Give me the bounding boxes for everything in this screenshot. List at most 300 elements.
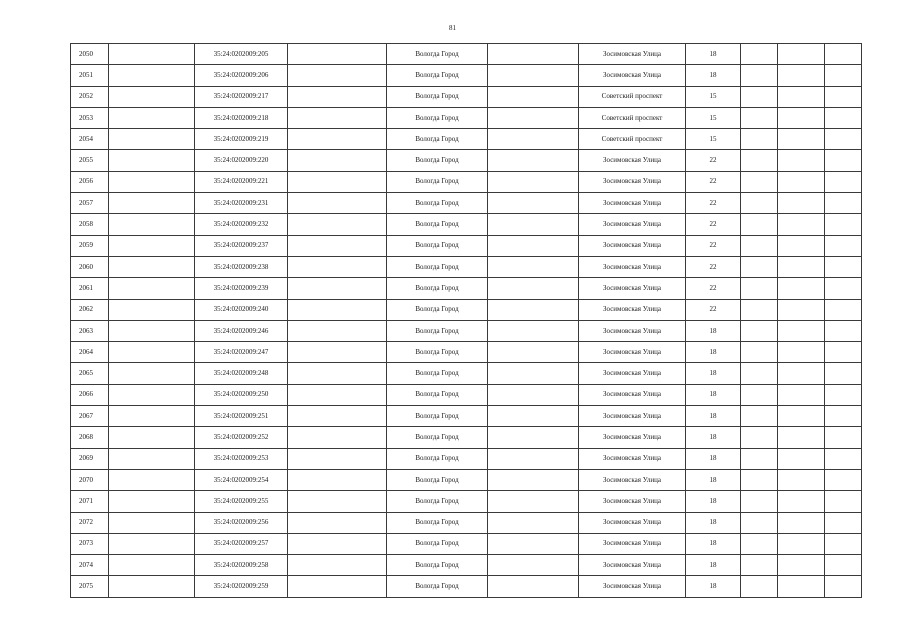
table-row (71, 427, 862, 448)
empty-cell (288, 576, 387, 597)
empty-cell (825, 256, 862, 277)
registry-table (70, 43, 862, 598)
row-number-cell: 2052 (71, 86, 109, 107)
empty-cell (741, 512, 778, 533)
empty-cell (825, 299, 862, 320)
empty-cell (778, 469, 825, 490)
row-number-cell: 2062 (71, 299, 109, 320)
empty-cell (741, 406, 778, 427)
cadastral-number-cell: 35:24:0202009:254 (195, 469, 288, 490)
empty-cell (488, 427, 579, 448)
table-row (71, 363, 862, 384)
street-cell: Зосимовская Улица (579, 491, 686, 512)
city-cell: Вологда Город (387, 406, 488, 427)
empty-cell (778, 171, 825, 192)
empty-cell (825, 363, 862, 384)
cadastral-number-cell: 35:24:0202009:217 (195, 86, 288, 107)
empty-cell (778, 491, 825, 512)
table-row (71, 107, 862, 128)
empty-cell (488, 576, 579, 597)
cadastral-number-cell: 35:24:0202009:255 (195, 491, 288, 512)
row-number-cell: 2060 (71, 256, 109, 277)
street-cell: Зосимовская Улица (579, 235, 686, 256)
street-cell: Зосимовская Улица (579, 320, 686, 341)
empty-cell (778, 129, 825, 150)
city-cell: Вологда Город (387, 448, 488, 469)
cadastral-number-cell: 35:24:0202009:259 (195, 576, 288, 597)
empty-cell (488, 193, 579, 214)
row-number-cell: 2058 (71, 214, 109, 235)
empty-cell (778, 512, 825, 533)
empty-cell (109, 150, 195, 171)
house-number-cell: 18 (686, 342, 741, 363)
empty-cell (778, 342, 825, 363)
table-row (71, 384, 862, 405)
empty-cell (109, 86, 195, 107)
house-number-cell: 22 (686, 171, 741, 192)
empty-cell (288, 299, 387, 320)
street-cell: Зосимовская Улица (579, 150, 686, 171)
house-number-cell: 18 (686, 363, 741, 384)
cadastral-number-cell: 35:24:0202009:240 (195, 299, 288, 320)
empty-cell (109, 384, 195, 405)
empty-cell (288, 235, 387, 256)
empty-cell (488, 363, 579, 384)
city-cell: Вологда Город (387, 235, 488, 256)
empty-cell (488, 171, 579, 192)
cadastral-number-cell: 35:24:0202009:253 (195, 448, 288, 469)
empty-cell (488, 384, 579, 405)
empty-cell (778, 299, 825, 320)
empty-cell (778, 150, 825, 171)
house-number-cell: 22 (686, 235, 741, 256)
empty-cell (778, 576, 825, 597)
city-cell: Вологда Город (387, 384, 488, 405)
city-cell: Вологда Город (387, 576, 488, 597)
empty-cell (778, 363, 825, 384)
empty-cell (488, 214, 579, 235)
city-cell: Вологда Город (387, 214, 488, 235)
empty-cell (778, 278, 825, 299)
empty-cell (109, 512, 195, 533)
empty-cell (778, 533, 825, 554)
empty-cell (741, 214, 778, 235)
cadastral-number-cell: 35:24:0202009:231 (195, 193, 288, 214)
row-number-cell: 2059 (71, 235, 109, 256)
street-cell: Зосимовская Улица (579, 469, 686, 490)
empty-cell (825, 384, 862, 405)
empty-cell (109, 555, 195, 576)
empty-cell (741, 107, 778, 128)
empty-cell (778, 555, 825, 576)
empty-cell (778, 406, 825, 427)
table-row (71, 129, 862, 150)
cadastral-number-cell: 35:24:0202009:220 (195, 150, 288, 171)
house-number-cell: 15 (686, 86, 741, 107)
house-number-cell: 22 (686, 299, 741, 320)
cadastral-number-cell: 35:24:0202009:252 (195, 427, 288, 448)
empty-cell (825, 278, 862, 299)
table-row (71, 342, 862, 363)
table-row (71, 235, 862, 256)
street-cell: Советский проспект (579, 129, 686, 150)
table-row (71, 150, 862, 171)
row-number-cell: 2072 (71, 512, 109, 533)
empty-cell (825, 214, 862, 235)
house-number-cell: 15 (686, 107, 741, 128)
street-cell: Зосимовская Улица (579, 384, 686, 405)
empty-cell (288, 533, 387, 554)
empty-cell (741, 171, 778, 192)
empty-cell (741, 299, 778, 320)
empty-cell (825, 342, 862, 363)
empty-cell (288, 342, 387, 363)
street-cell: Зосимовская Улица (579, 256, 686, 277)
city-cell: Вологда Город (387, 44, 488, 65)
empty-cell (488, 299, 579, 320)
empty-cell (109, 193, 195, 214)
row-number-cell: 2070 (71, 469, 109, 490)
row-number-cell: 2051 (71, 65, 109, 86)
table-row (71, 86, 862, 107)
empty-cell (109, 363, 195, 384)
empty-cell (741, 86, 778, 107)
street-cell: Зосимовская Улица (579, 363, 686, 384)
empty-cell (109, 448, 195, 469)
empty-cell (488, 86, 579, 107)
house-number-cell: 22 (686, 256, 741, 277)
empty-cell (288, 65, 387, 86)
empty-cell (109, 214, 195, 235)
street-cell: Советский проспект (579, 86, 686, 107)
empty-cell (825, 469, 862, 490)
empty-cell (825, 491, 862, 512)
empty-cell (825, 86, 862, 107)
empty-cell (288, 555, 387, 576)
cadastral-number-cell: 35:24:0202009:218 (195, 107, 288, 128)
table-row (71, 214, 862, 235)
empty-cell (778, 107, 825, 128)
row-number-cell: 2050 (71, 44, 109, 65)
empty-cell (741, 278, 778, 299)
empty-cell (288, 256, 387, 277)
table-row (71, 406, 862, 427)
empty-cell (488, 235, 579, 256)
empty-cell (288, 406, 387, 427)
house-number-cell: 18 (686, 65, 741, 86)
empty-cell (825, 44, 862, 65)
house-number-cell: 18 (686, 320, 741, 341)
empty-cell (288, 363, 387, 384)
city-cell: Вологда Город (387, 469, 488, 490)
house-number-cell: 18 (686, 427, 741, 448)
empty-cell (109, 278, 195, 299)
row-number-cell: 2055 (71, 150, 109, 171)
table-row (71, 256, 862, 277)
row-number-cell: 2057 (71, 193, 109, 214)
empty-cell (741, 65, 778, 86)
empty-cell (778, 384, 825, 405)
table-row (71, 299, 862, 320)
table-row (71, 44, 862, 65)
page-number: 81 (449, 24, 456, 32)
row-number-cell: 2064 (71, 342, 109, 363)
city-cell: Вологда Город (387, 512, 488, 533)
empty-cell (778, 86, 825, 107)
empty-cell (778, 235, 825, 256)
street-cell: Зосимовская Улица (579, 406, 686, 427)
house-number-cell: 18 (686, 448, 741, 469)
house-number-cell: 18 (686, 469, 741, 490)
empty-cell (825, 448, 862, 469)
empty-cell (109, 533, 195, 554)
empty-cell (741, 363, 778, 384)
empty-cell (109, 576, 195, 597)
empty-cell (109, 235, 195, 256)
empty-cell (288, 384, 387, 405)
empty-cell (109, 129, 195, 150)
empty-cell (109, 171, 195, 192)
city-cell: Вологда Город (387, 320, 488, 341)
row-number-cell: 2071 (71, 491, 109, 512)
city-cell: Вологда Город (387, 86, 488, 107)
empty-cell (825, 150, 862, 171)
empty-cell (288, 448, 387, 469)
row-number-cell: 2067 (71, 406, 109, 427)
table-row (71, 576, 862, 597)
empty-cell (778, 193, 825, 214)
empty-cell (109, 320, 195, 341)
cadastral-number-cell: 35:24:0202009:221 (195, 171, 288, 192)
empty-cell (488, 533, 579, 554)
empty-cell (288, 129, 387, 150)
house-number-cell: 18 (686, 491, 741, 512)
street-cell: Зосимовская Улица (579, 214, 686, 235)
cadastral-number-cell: 35:24:0202009:247 (195, 342, 288, 363)
empty-cell (741, 491, 778, 512)
empty-cell (109, 65, 195, 86)
cadastral-number-cell: 35:24:0202009:219 (195, 129, 288, 150)
empty-cell (288, 278, 387, 299)
empty-cell (741, 256, 778, 277)
table-row (71, 193, 862, 214)
house-number-cell: 18 (686, 533, 741, 554)
city-cell: Вологда Город (387, 342, 488, 363)
registry-body (71, 44, 862, 598)
empty-cell (488, 256, 579, 277)
empty-cell (288, 150, 387, 171)
empty-cell (288, 86, 387, 107)
city-cell: Вологда Город (387, 171, 488, 192)
empty-cell (825, 193, 862, 214)
cadastral-number-cell: 35:24:0202009:238 (195, 256, 288, 277)
row-number-cell: 2065 (71, 363, 109, 384)
house-number-cell: 18 (686, 384, 741, 405)
row-number-cell: 2053 (71, 107, 109, 128)
row-number-cell: 2061 (71, 278, 109, 299)
empty-cell (488, 406, 579, 427)
empty-cell (488, 320, 579, 341)
empty-cell (488, 469, 579, 490)
table-row (71, 512, 862, 533)
empty-cell (488, 278, 579, 299)
city-cell: Вологда Город (387, 555, 488, 576)
street-cell: Зосимовская Улица (579, 555, 686, 576)
city-cell: Вологда Город (387, 65, 488, 86)
table-row (71, 65, 862, 86)
empty-cell (741, 320, 778, 341)
cadastral-number-cell: 35:24:0202009:250 (195, 384, 288, 405)
house-number-cell: 18 (686, 555, 741, 576)
empty-cell (825, 235, 862, 256)
street-cell: Зосимовская Улица (579, 65, 686, 86)
empty-cell (825, 406, 862, 427)
cadastral-number-cell: 35:24:0202009:248 (195, 363, 288, 384)
empty-cell (741, 576, 778, 597)
street-cell: Зосимовская Улица (579, 171, 686, 192)
street-cell: Зосимовская Улица (579, 44, 686, 65)
house-number-cell: 18 (686, 406, 741, 427)
empty-cell (109, 342, 195, 363)
street-cell: Зосимовская Улица (579, 576, 686, 597)
empty-cell (778, 214, 825, 235)
empty-cell (288, 512, 387, 533)
city-cell: Вологда Город (387, 363, 488, 384)
row-number-cell: 2073 (71, 533, 109, 554)
street-cell: Зосимовская Улица (579, 533, 686, 554)
cadastral-number-cell: 35:24:0202009:251 (195, 406, 288, 427)
empty-cell (741, 235, 778, 256)
street-cell: Зосимовская Улица (579, 448, 686, 469)
empty-cell (741, 448, 778, 469)
empty-cell (488, 65, 579, 86)
row-number-cell: 2075 (71, 576, 109, 597)
cadastral-number-cell: 35:24:0202009:257 (195, 533, 288, 554)
table-row (71, 448, 862, 469)
row-number-cell: 2068 (71, 427, 109, 448)
street-cell: Зосимовская Улица (579, 278, 686, 299)
empty-cell (825, 129, 862, 150)
cadastral-number-cell: 35:24:0202009:256 (195, 512, 288, 533)
empty-cell (741, 342, 778, 363)
cadastral-number-cell: 35:24:0202009:232 (195, 214, 288, 235)
empty-cell (741, 533, 778, 554)
empty-cell (825, 171, 862, 192)
empty-cell (741, 555, 778, 576)
row-number-cell: 2074 (71, 555, 109, 576)
empty-cell (109, 491, 195, 512)
empty-cell (778, 44, 825, 65)
house-number-cell: 22 (686, 150, 741, 171)
empty-cell (825, 533, 862, 554)
empty-cell (488, 150, 579, 171)
cadastral-number-cell: 35:24:0202009:239 (195, 278, 288, 299)
city-cell: Вологда Город (387, 150, 488, 171)
empty-cell (288, 44, 387, 65)
empty-cell (109, 427, 195, 448)
street-cell: Зосимовская Улица (579, 193, 686, 214)
empty-cell (825, 107, 862, 128)
empty-cell (741, 193, 778, 214)
table-row (71, 491, 862, 512)
empty-cell (488, 512, 579, 533)
city-cell: Вологда Город (387, 278, 488, 299)
empty-cell (488, 448, 579, 469)
empty-cell (288, 171, 387, 192)
empty-cell (109, 469, 195, 490)
empty-cell (488, 342, 579, 363)
house-number-cell: 22 (686, 214, 741, 235)
street-cell: Зосимовская Улица (579, 512, 686, 533)
empty-cell (288, 320, 387, 341)
street-cell: Зосимовская Улица (579, 299, 686, 320)
empty-cell (741, 44, 778, 65)
empty-cell (778, 320, 825, 341)
table-row (71, 533, 862, 554)
empty-cell (825, 512, 862, 533)
empty-cell (825, 427, 862, 448)
row-number-cell: 2069 (71, 448, 109, 469)
cadastral-number-cell: 35:24:0202009:237 (195, 235, 288, 256)
empty-cell (109, 256, 195, 277)
empty-cell (288, 193, 387, 214)
street-cell: Советский проспект (579, 107, 686, 128)
empty-cell (741, 150, 778, 171)
house-number-cell: 22 (686, 278, 741, 299)
city-cell: Вологда Город (387, 427, 488, 448)
empty-cell (288, 427, 387, 448)
table-row (71, 555, 862, 576)
street-cell: Зосимовская Улица (579, 427, 686, 448)
empty-cell (288, 214, 387, 235)
street-cell: Зосимовская Улица (579, 342, 686, 363)
table-row (71, 320, 862, 341)
empty-cell (109, 299, 195, 320)
empty-cell (488, 129, 579, 150)
empty-cell (825, 65, 862, 86)
house-number-cell: 18 (686, 44, 741, 65)
cadastral-number-cell: 35:24:0202009:258 (195, 555, 288, 576)
empty-cell (288, 107, 387, 128)
empty-cell (778, 427, 825, 448)
row-number-cell: 2066 (71, 384, 109, 405)
empty-cell (488, 491, 579, 512)
city-cell: Вологда Город (387, 129, 488, 150)
empty-cell (741, 129, 778, 150)
empty-cell (741, 469, 778, 490)
empty-cell (488, 555, 579, 576)
row-number-cell: 2054 (71, 129, 109, 150)
table-row (71, 278, 862, 299)
empty-cell (109, 107, 195, 128)
empty-cell (488, 44, 579, 65)
cadastral-number-cell: 35:24:0202009:205 (195, 44, 288, 65)
cadastral-number-cell: 35:24:0202009:246 (195, 320, 288, 341)
empty-cell (488, 107, 579, 128)
empty-cell (778, 256, 825, 277)
house-number-cell: 22 (686, 193, 741, 214)
empty-cell (825, 555, 862, 576)
empty-cell (825, 576, 862, 597)
city-cell: Вологда Город (387, 533, 488, 554)
cadastral-number-cell: 35:24:0202009:206 (195, 65, 288, 86)
city-cell: Вологда Город (387, 193, 488, 214)
empty-cell (778, 65, 825, 86)
city-cell: Вологда Город (387, 299, 488, 320)
city-cell: Вологда Город (387, 107, 488, 128)
empty-cell (288, 469, 387, 490)
empty-cell (825, 320, 862, 341)
